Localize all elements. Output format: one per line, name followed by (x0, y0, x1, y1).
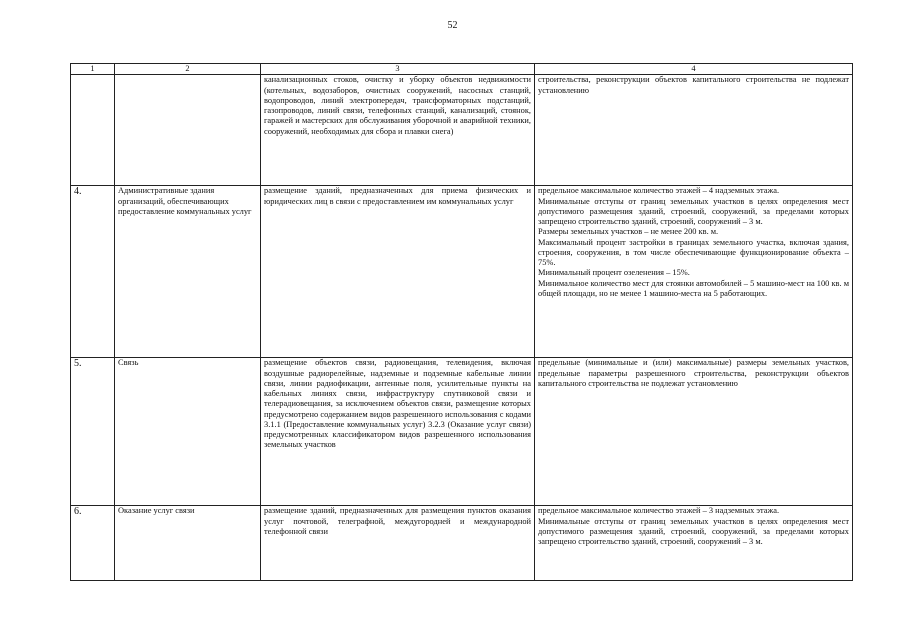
use-parameters (535, 186, 853, 358)
parameter-text: предельное максимальное количество этажей – 4 надземных этажа. (538, 186, 780, 196)
regulations-table (70, 63, 853, 581)
use-name: Административные здания организаций, обеспечивающих предоставление коммунальных услуг (115, 186, 261, 358)
use-name: Связь (115, 358, 261, 506)
table-row (71, 186, 853, 358)
use-parameters (535, 358, 853, 506)
page-number: 52 (447, 20, 458, 31)
table-row (71, 75, 853, 186)
parameter-text: предельные (минимальные и (или) максимальные) размеры земельных участков, предельные параметры разрешенного строительства, реконструкции объектов капитального строительства не подлежат установлению (538, 358, 849, 388)
use-parameters (535, 506, 853, 581)
parameter-text: предельное максимальное количество этажей – 3 надземных этажа. (538, 506, 780, 516)
row-number (71, 75, 115, 186)
table-row (71, 506, 853, 581)
parameter-text: Минимальный процент озеленения – 15%. (538, 268, 690, 278)
column-header: 2 (115, 64, 261, 75)
column-header: 1 (71, 64, 115, 75)
use-description: размещение объектов связи, радиовещания, телевидения, включая воздушные радиорелейные, надземные и подземные кабельные линии связи, линии радиофикации, антенные поля, усилительные пункты на кабельных линиях связи, инфраструктуру спутниковой связи и телерадиовещания, за исключением объектов связи, размещение которых предусмотрено содержанием видов разрешенного использования с кодами 3.1.1 (Предоставление коммунальных услуг) 3.2.3 (Оказание услуг связи) предусмотренных классификатором видов разрешенного использования земельных участков (261, 358, 535, 506)
use-description: размещение зданий, предназначенных для размещения пунктов оказания услуг почтовой, телеграфной, междугородней и международной телефонной связи (261, 506, 535, 581)
row-number: 4. (71, 186, 115, 358)
use-name: Оказание услуг связи (115, 506, 261, 581)
use-description: размещение зданий, предназначенных для приема физических и юридических лиц в связи с предоставлением им коммунальных услуг (261, 186, 535, 358)
parameter-text: строительства, реконструкции объектов капитального строительства не подлежат установлению (538, 75, 849, 95)
parameter-text: Минимальное количество мест для стоянки автомобилей – 5 машино-мест на 100 кв. м общей площади, но не менее 1 машино-места на 5 работающих. (538, 278, 849, 298)
use-parameters (535, 75, 853, 186)
parameter-text: Минимальные отступы от границ земельных участков в целях определения мест допустимого размещения зданий, строений, сооружений, за пределами которых запрещено строительство зданий, строений, сооружений – 3 м. (538, 196, 849, 226)
table-header-row (71, 64, 853, 75)
row-number: 5. (71, 358, 115, 506)
table-row (71, 358, 853, 506)
parameter-text: Максимальный процент застройки в границах земельного участка, включая здания, строения, сооружения, в том числе обеспечивающие функционирование объекта – 75%. (538, 237, 849, 267)
use-name (115, 75, 261, 186)
column-header: 4 (535, 64, 853, 75)
column-header: 3 (261, 64, 535, 75)
parameter-text: Размеры земельных участков – не менее 200 кв. м. (538, 227, 719, 237)
use-description: канализационных стоков, очистку и уборку объектов недвижимости (котельных, водозаборов, очистных сооружений, насосных станций, водопроводов, линий электропередач, трансформаторных подстанций, газопроводов, линий связи, телефонных станций, канализаций, стоянок, гаражей и мастерских для обслуживания уборочной и аварийной техники, сооружений, необходимых для сбора и плавки снега) (261, 75, 535, 186)
row-number: 6. (71, 506, 115, 581)
parameter-text: Минимальные отступы от границ земельных участков в целях определения мест допустимого размещения зданий, строений, сооружений, за пределами которых запрещено строительство зданий, строений, сооружений – 3 м. (538, 516, 849, 546)
